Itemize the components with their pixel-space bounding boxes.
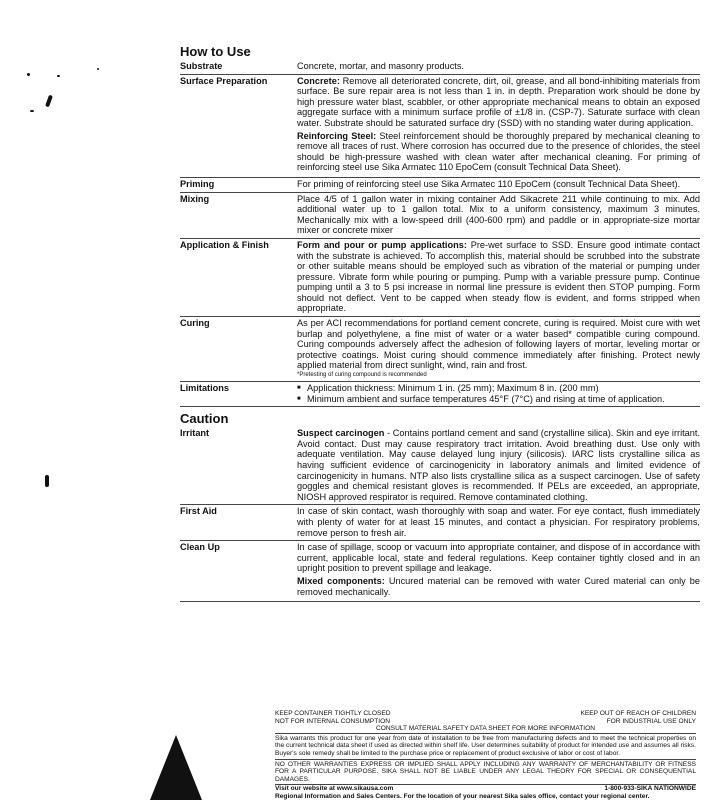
curing-text: As per ACI recommendations for portland cement concrete, curing is required. Moist cure with wet burlap and polyethylene, a fine mist of water or a water based* compatible curing compound. Curing compounds adversely affect the adhesion of following layers of mortar, leveling mortar or protective coatings. Moist curing should commence immediately after finishing. Protect newly applied material from direct sunlight, wind, rain and frost. [297, 318, 700, 371]
application-row [180, 238, 700, 316]
scan-speck [97, 68, 99, 70]
consumption-row [275, 718, 696, 726]
first-aid-label: First Aid [180, 506, 217, 517]
industrial-use: FOR INDUSTRIAL USE ONLY [606, 717, 696, 725]
mixed-text: Uncured material can be removed with water Cured material can only be removed mechanically. [297, 575, 700, 597]
concrete-heading: Concrete: [297, 75, 340, 86]
curing-row [180, 316, 700, 381]
clean-up-content [297, 541, 700, 601]
warranty-text: Sika warrants this product for one year from date of installation to be free from manufacturing defects and to meet the technical properties on the current technical data sheet if used as directed within shelf life. User determines suitability of product for intended use and assumes all risks. Buyer's sole remedy shall be limited to the purchase price or replacement of product exclusive of labor or cost of labor. [275, 734, 696, 757]
irritant-text: - Contains portland cement and sand (crystalline silica). Skin and eye irritant. Avoid contact. Dust may cause respiratory tract irritation. Avoid breathing dust. Use only with adequate ventilation. May cause delayed lung injury (silicosis). IARC lists crystalline silica as having sufficient evidence of carcinogenicity in laboratory animals and limited evidence of carcinogenicity in humans. NTP also lists crystalline silica as a suspect carcinogen. Use of safety goggles and chemical resistant gloves is recommended. If PELs are exceeded, an appropriate, NIOSH approved respirator is required. Remove contaminated clothing. [297, 428, 700, 502]
substrate-label: Substrate [180, 61, 223, 71]
substrate-row [180, 60, 700, 74]
steel-heading: Reinforcing Steel: [297, 130, 377, 141]
keep-closed: KEEP CONTAINER TIGHTLY CLOSED [275, 710, 391, 717]
scan-speck [57, 75, 60, 77]
irritant-row [180, 427, 700, 504]
limitations-row [180, 381, 700, 406]
clean-up-row [180, 540, 700, 601]
substrate-text: Concrete, mortar, and masonry products. [297, 61, 464, 71]
disclaimer-text: NO OTHER WARRANTIES EXPRESS OR IMPLIED SHALL APPLY INCLUDING ANY WARRANTY OF MERCHANTABILITY OR FITNESS FOR A PARTICULAR PURPOSE. SIKA SHALL NOT BE LIABLE UNDER ANY LEGAL THEORY FOR SPECIAL OR CONSEQUENTIAL DAMAGES. [275, 760, 696, 783]
clean-up-label: Clean Up [180, 542, 220, 553]
irritant-label: Irritant [180, 428, 210, 439]
curing-footnote: *Pretesting of curing compound is recommended [297, 372, 427, 379]
application-text: Pre-wet surface to SSD. Ensure good intimate contact with the substrate is achieved. To accomplish this, material should be scrubbed into the substrate or other suitable means should be employed such as vibration of the material or pumping under pressure. Vibrate form while pouring or pumping. Pump with a variable pressure pump. Continue pumping until a 3 to 5 psi increase in normal line pressure is evident then STOP pumping. Form should not deflect. Vent to be capped when steady flow is evident, and forms stripped when appropriate. [297, 239, 700, 314]
mixing-row [180, 192, 700, 238]
limitations-content [297, 382, 700, 406]
priming-row [180, 177, 700, 192]
limitation-item: ■ Minimum ambient and surface temperatures 45°F (7°C) and rising at time of application. [297, 394, 700, 405]
phone-number: 1-800-933-SIKA NATIONWIDE [604, 785, 696, 793]
application-label: Application & Finish [180, 239, 269, 250]
surface-prep-content [297, 75, 700, 177]
contact-row [275, 785, 696, 793]
website-link[interactable]: Visit our website at www.sikausa.com [275, 785, 394, 793]
carcinogen-heading: Suspect carcinogen [297, 428, 385, 439]
application-content [297, 239, 700, 316]
steel-text: Steel reinforcement should be thoroughly prepared by mechanical cleaning to remove all traces of rust. Where corrosion has occurred due to the presence of chlorides, the steel should be high-pressure washed with clean water after mechanical cleaning. For priming of reinforcing steel use Sika Armatec 110 EpoCem (consult Technical Data Sheet). [297, 130, 700, 173]
mixed-heading: Mixed components: [297, 575, 385, 586]
irritant-content [297, 427, 700, 504]
curing-content [297, 317, 700, 381]
mixing-label: Mixing [180, 193, 210, 204]
keep-out: KEEP OUT OF REACH OF CHILDREN [580, 710, 696, 717]
scan-speck [30, 110, 34, 112]
caution-title: Caution [180, 411, 229, 427]
limitations-label: Limitations [180, 383, 230, 394]
surface-prep-row [180, 74, 700, 177]
priming-text: For priming of reinforcing steel use Sika Armatec 110 EpoCem (consult Technical Data Sheet). [297, 178, 681, 189]
limitation-item: ■ Application thickness: Minimum 1 in. (25 mm); Maximum 8 in. (200 mm) [297, 383, 700, 394]
clean-up-text: In case of spillage, scoop or vacuum into appropriate container, and dispose of in accordance with current, applicable local, state and federal regulations. Keep container tightly closed and in an upright position to prevent spillage and leakage. [297, 542, 700, 574]
curing-label: Curing [180, 318, 210, 329]
how-to-use-page [180, 44, 700, 602]
mixing-text: Place 4/5 of 1 gallon water in mixing container Add Sikacrete 211 while continuing to mix. Add additional water up to 1 gallon total. Mix to a uniform consistency, maximum 3 minutes. Mechanically mix with a low-speed drill (400-600 rpm) and paddle or in appropriate-size mortar mixer or concrete mixer [297, 193, 700, 236]
keep-row [275, 710, 696, 718]
first-aid-row [180, 504, 700, 540]
priming-label: Priming [180, 178, 215, 189]
regional-info: Regional Information and Sales Centers. For the location of your nearest Sika sales office, contact your regional center. [275, 792, 650, 800]
not-internal: NOT FOR INTERNAL CONSUMPTION [275, 717, 391, 725]
scan-speck [45, 475, 49, 487]
consult-msds: CONSULT MATERIAL SAFETY DATA SHEET FOR MORE INFORMATION [376, 725, 595, 733]
how-to-use-title: How to Use [180, 44, 251, 59]
concrete-text: Remove all deteriorated concrete, dirt, oil, grease, and all bond-inhibiting materials from surface. Be sure repair area is not less than 1 in. in depth. Preparation work should be done by high pressure water blast, scabbler, or other appropriate mechanical means to obtain an exposed aggregate surface with a minimum surface profile of ±1/8 in. (CSP-7). Saturate surface with clean water. Substrate should be saturated surface dry (SSD) with no standing water during application. [297, 75, 700, 128]
scan-speck [27, 73, 30, 76]
application-heading: Form and pour or pump applications: [297, 239, 467, 250]
sika-logo-triangle-icon [150, 735, 202, 800]
how-to-use-table [180, 60, 700, 407]
surface-prep-label: Surface Preparation [180, 75, 268, 86]
legal-footer [275, 710, 696, 801]
scan-speck [45, 95, 53, 108]
first-aid-text: In case of skin contact, wash thoroughly with soap and water. For eye contact, flush immediately with plenty of water for at least 15 minutes, and contact a physician. For respiratory problems, remove person to fresh air. [297, 506, 700, 538]
caution-table [180, 427, 700, 602]
